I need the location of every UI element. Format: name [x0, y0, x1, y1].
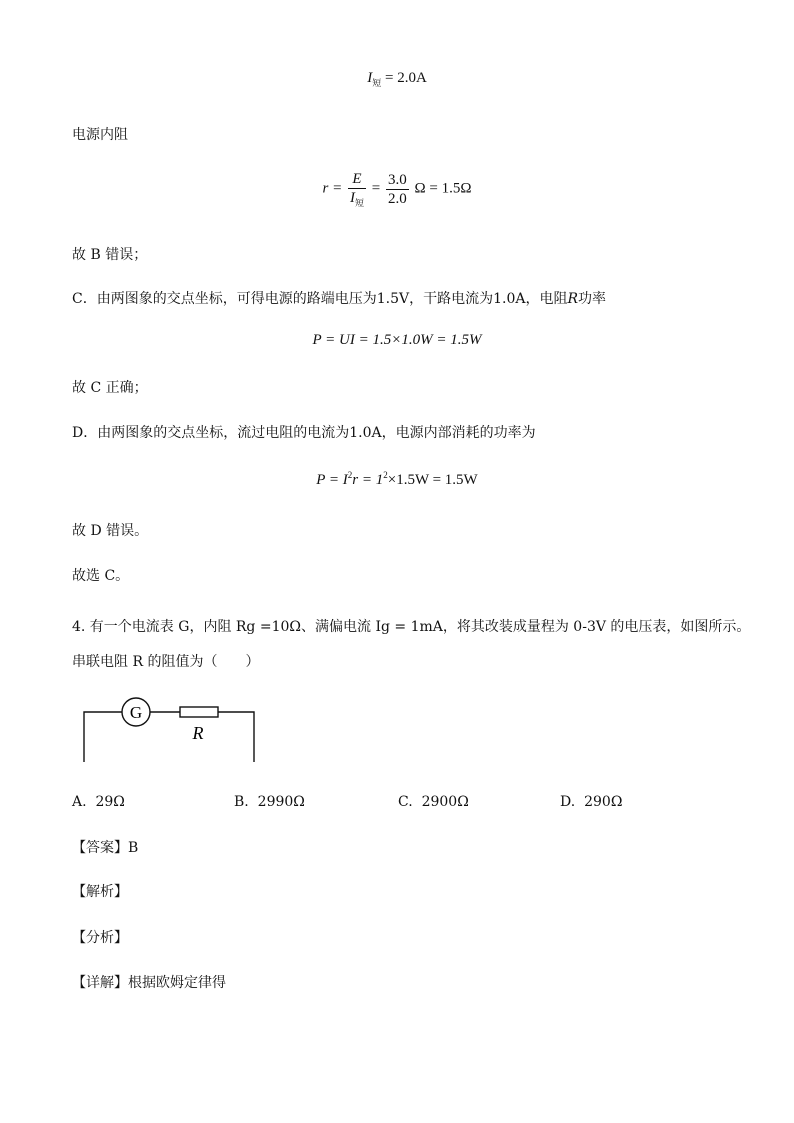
wire-left: [84, 712, 122, 762]
fraction-e-over-i: $\frac{E}{I_短}$: [349, 171, 364, 208]
resistor-rect: [180, 707, 218, 717]
answer-tag: 【答案】: [72, 840, 128, 856]
text-option-c-analysis: C．由两图象的交点坐标，可得电源的路端电压为1.5V，干路电流为1.0A，电阻R功率: [72, 291, 607, 307]
text-d-wrong: 故 D 错误。: [72, 523, 149, 539]
text-option-d-analysis: D．由两图象的交点坐标，流过电阻的电流为1.0A，电源内部消耗的功率为: [72, 425, 536, 441]
resistor-label: R: [192, 723, 204, 743]
analysis-tag: 【解析】: [72, 884, 128, 900]
answer-value: B: [128, 840, 139, 856]
equation-internal-resistance: r = $\frac{E}{I_短}$ = $\frac{3.0}{2.0}$ Ω = 1.5Ω: [322, 171, 472, 208]
detail-line: [72, 972, 226, 992]
circuit-diagram: [80, 696, 270, 766]
option-d[interactable]: D. 290Ω: [560, 794, 623, 810]
detail-text: 根据欧姆定律得: [128, 975, 226, 991]
answer-line: [72, 837, 138, 857]
equation-power-d: $P = I^2r = 1^2\times 1.5W = 1.5W$: [316, 470, 478, 488]
text-b-wrong: 故 B 错误；: [72, 247, 148, 263]
option-b[interactable]: B. 2990Ω: [234, 794, 305, 810]
galvanometer-label: G: [129, 703, 143, 722]
question-4-stem: 4. 有一个电流表 G，内阻 Rg =10Ω、满偏电流 Ig = 1mA，将其改装成量程为 0-3V 的电压表，如图所示。: [72, 619, 751, 635]
option-c[interactable]: C. 2900Ω: [398, 794, 469, 810]
option-a[interactable]: A. 29Ω: [72, 794, 125, 810]
text-choose-c: 故选 C。: [72, 568, 130, 584]
equation-power-c: P = UI = 1.5×1.0W = 1.5W: [312, 332, 482, 348]
text-c-correct: 故 C 正确；: [72, 380, 148, 396]
fenxi-tag: 【分析】: [72, 930, 128, 946]
text-internal-resistance: 电源内阻: [72, 127, 128, 143]
fraction-numbers: $\frac{3.0}{2.0}$: [387, 171, 407, 207]
question-4-stem-line2: 串联电阻 R 的阻值为（ ）: [72, 654, 260, 670]
detail-tag: 【详解】: [72, 975, 128, 991]
wire-right: [218, 712, 254, 762]
equation-short-circuit-current: $I_短 = 2.0A$: [367, 70, 427, 88]
